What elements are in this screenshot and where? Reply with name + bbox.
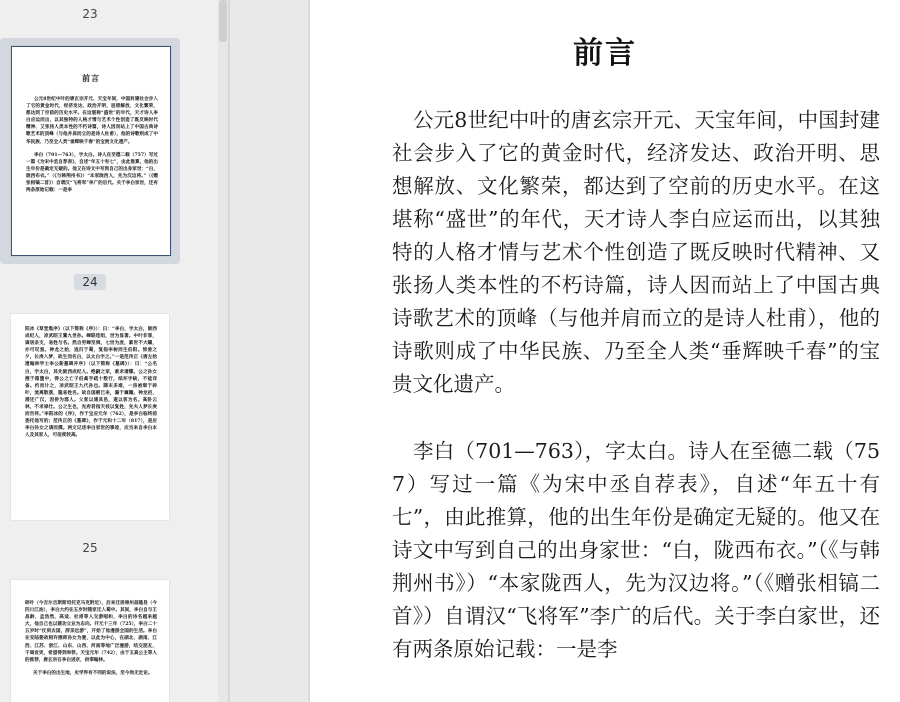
thumbnail-scrollbar-thumb[interactable] (219, 0, 227, 42)
page-thumbnail[interactable] (11, 580, 169, 702)
thumbnail-paragraph: 公元8世纪中叶的唐玄宗开元、天宝年间，中国封建社会步入了它的黄金时代，经济发达、政治开明、思想解放、文化繁荣，都达到了空前的历史水平。在这堪称“盛世”的年代，天才诗人李白应运而出，以其独特的人格才情与艺术个性创造了既反映时代精神、又张扬人类本性的不朽诗篇，诗人因而站上了中国古典诗歌艺术的顶峰（与他并肩而立的是诗人杜甫），他的诗歌则成了中华民族、乃至全人类“垂辉映千春”的宝贵文化遗产。 (26, 97, 158, 145)
thumbnail-paragraph: 关于李白的出生地，史学界有不同的说法，至今尚无定论。 (33, 670, 153, 676)
document-page (310, 0, 900, 702)
thumbnail-sidebar (0, 0, 228, 702)
thumbnail-current-page[interactable] (0, 38, 180, 264)
thumbnail-title: 前言 (82, 73, 100, 83)
thumbnail-page-25[interactable] (0, 564, 180, 702)
thumbnail-paragraph: 李白（701—763），字太白。诗人在至德二载（757）写过一篇《为宋中丞自荐表》，自述“年五十有七”，由此推算，他的出生年份是确定无疑的。他又在诗文中写到自己的出身家世：“白，陇西布衣。”（《与韩荆州书》）“本家陇西人，先为汉边将。”（《赠张相镐二首》）自谓汉“飞将军”李广的后代。关于李白家世，还有两条原始记载：一是李 (26, 152, 158, 194)
thumbnail-paragraph: 碎叶（今吉尔吉斯斯坦托克马克附近），后来迁居绵州昌隆县（今四川江油），李白大约在五岁时随家迁入蜀中。其间，李白自与王昌龄、孟浩然、高适、杜甫等人交游唱和，李白的诗名越来越大，他自己也以建功立业为志向。开元十三年（725），李白二十五岁时“仗剑去国，辞亲远游”，开始了他漫游全国的生活。李白在安陆娶故相许圉师孙女为妻，以此为中心，在湖北、湖南、江西、江苏、浙江、山东、山西、河南等地广泛漫游，结交朋友，干谒官吏，希望得到举荐。天宝元年（742），由于玉真公主等人的推荐，唐玄宗召李白进京，供奉翰林。 (25, 601, 157, 663)
page-thumbnail[interactable] (11, 46, 171, 256)
document-viewer[interactable] (230, 0, 900, 702)
page-number-label-active: 24 (74, 274, 106, 290)
thumbnail-page-24[interactable] (0, 298, 180, 530)
page-number-label: 23 (82, 7, 98, 21)
page-thumbnail[interactable] (11, 314, 169, 520)
thumbnail-paragraph: 阳冰《草堂集序》（以下简称《序》）：曰：“李白，字太白，陇西成纪人，凉武昭王暠九世孙。蝉联珪组，世为显著。中叶非罪，谪居条支，易姓与名。然自穷蝉至舜，七世为庶，累世不大曜，亦可叹焉。神龙之始，逃归于蜀，复指李树而生伯阳。惊姜之夕，长庚入梦，故生而名白，以太白字之。”一是范传正《唐左拾遗翰林学士李公新墓碑并序》（以下简称《墓碑》）：曰：“公名白，字太白，其先陇西成纪人。绝嗣之家，难求谱牒。公之孙女搜于箱箧中，得公之亡子伯禽手疏十数行，纸坏字缺，不能详备。约而计之，凉武昭王九代孙也。隋末多难，一房被窜于碎叶，流离散落，隐易姓名。故自国朝已来，漏于属籍。神龙初，潜还广汉，因侨为郡人。父客以逋其邑，遂以客为名。高卧云林，不求禄仕。公之生也，先府君指天枝以复姓，先夫人梦长庚而告祥。”李阳冰的《序》，作于宝应元年（762），是李白临终前委托他写的；范传正的《墓碑》，作于元和十二年（817），是应李白孙女之请而撰。两文记述李白家世的事迹，应当来自李白本人及其家人，可信度较高。 (25, 327, 157, 439)
thumbnail-scrollbar-track[interactable] (218, 0, 228, 702)
body-paragraph: 公元8世纪中叶的唐玄宗开元、天宝年间，中国封建社会步入了它的黄金时代，经济发达、政治开明、思想解放、文化繁荣，都达到了空前的历史水平。在这堪称“盛世”的年代，天才诗人李白应运而出，以其独特的人格才情与艺术个性创造了既反映时代精神、又张扬人类本性的不朽诗篇，诗人因而站上了中国古典诗歌艺术的顶峰（与他并肩而立的是诗人杜甫），他的诗歌则成了中华民族、乃至全人类“垂辉映千春”的宝贵文化遗产。 (392, 108, 880, 396)
page-title: 前言 (573, 36, 637, 71)
body-paragraph: 李白（701—763），字太白。诗人在至德二载（757）写过一篇《为宋中丞自荐表》，自述“年五十有七”，由此推算，他的出生年份是确定无疑的。他又在诗文中写到自己的出身家世：“白，陇西布衣。”（《与韩荆州书》）“本家陇西人，先为汉边将。”（《赠张相镐二首》）自谓汉“飞将军”李广的后代。关于李白家世，还有两条原始记载：一是李 (392, 439, 880, 661)
page-number-label: 25 (82, 541, 98, 555)
